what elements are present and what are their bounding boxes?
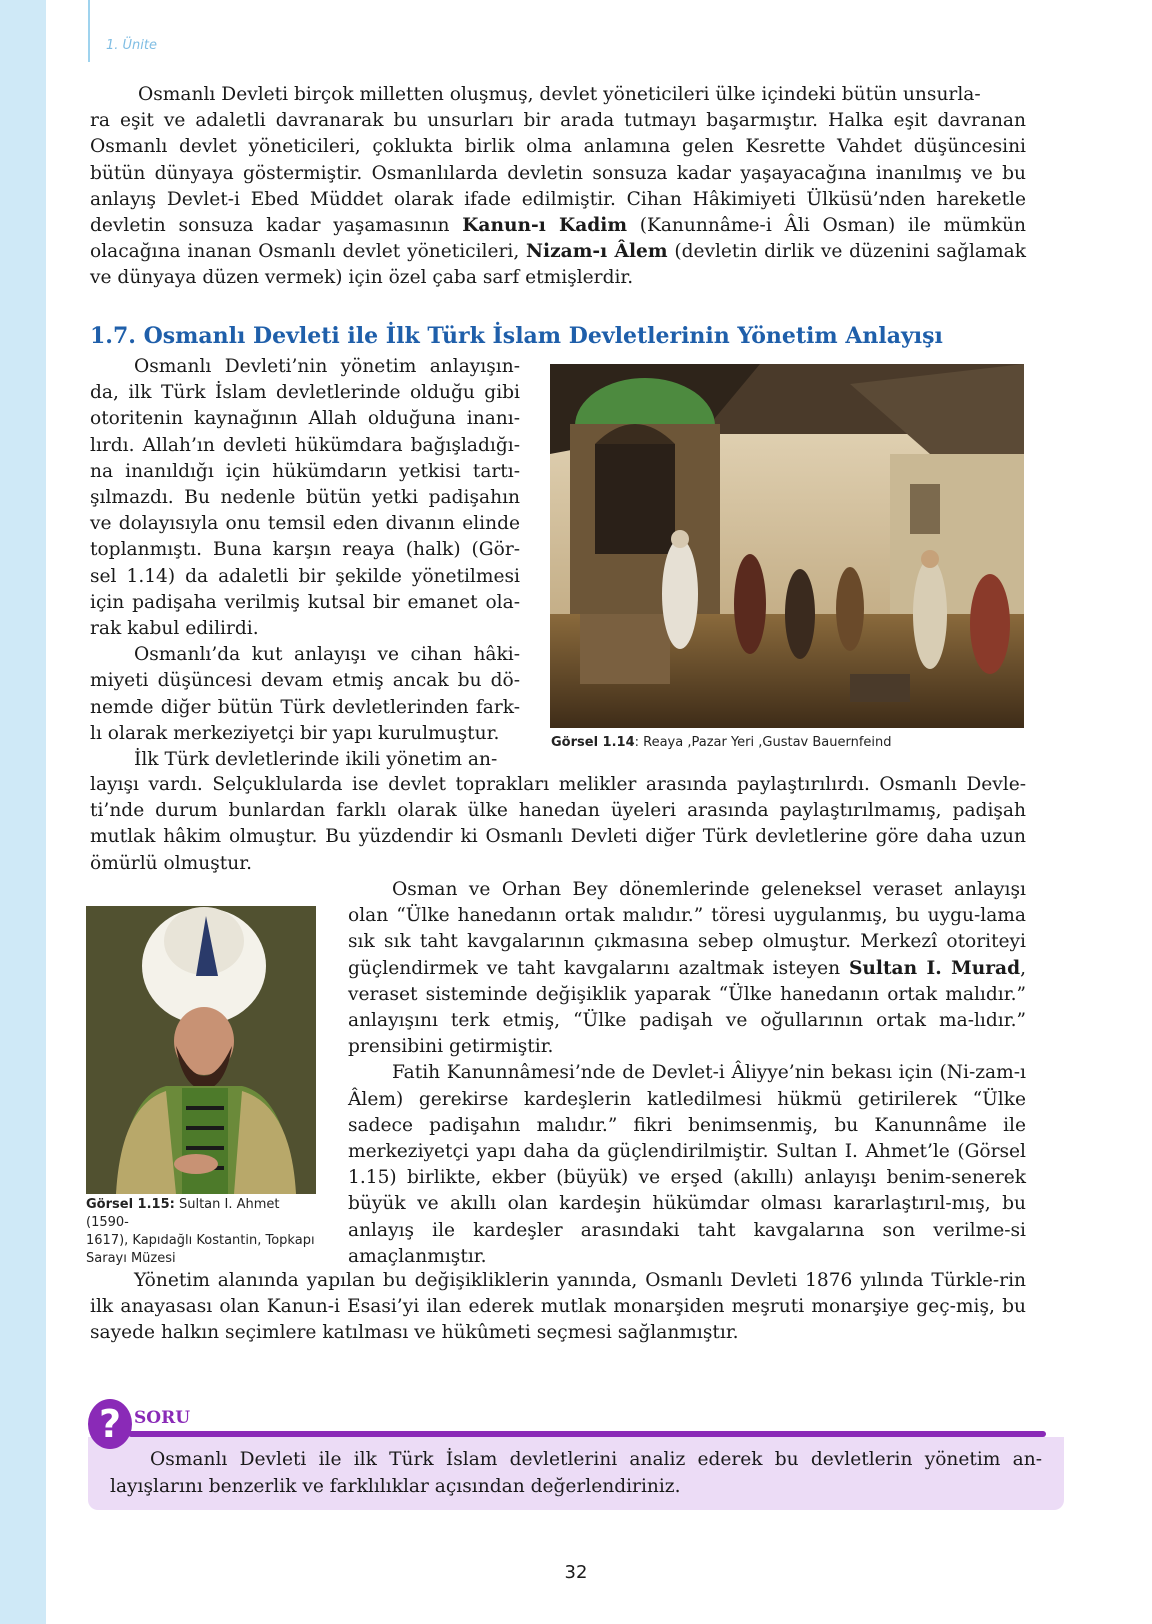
figure-2-line-3: Sarayı Müzesi [86,1251,176,1266]
nizam-i-alem-term: Nizam-ı Âlem [526,241,668,263]
sultan-ahmet-portrait-image [86,906,316,1194]
intro-text-b: (Kanunnâme-i Âli Osman) ile mümkün olacağına inanan Osmanlı devlet yöneticileri, [90,215,1026,263]
figure-2-line-1: Sultan I. Ahmet (1590- [86,1197,280,1230]
intro-text-a: ra eşit ve adaletli davranarak bu unsurları bir arada tutmayı başarmıştır. Halka eşit davranan Osmanlı devlet yöneticileri, çoklukta birlik olma anlamına gelen Kesrette Vahdet düşüncesini bütün dünyaya göstermiştir. Osmanlılarda devletin sonsuza kadar yaşayacağına inanılmış ve bu anlayış Devlet-i Ebed Müddet olarak ifade edilmiştir. Cihan Hâkimiyeti Ülküsü’nden hareketle devletin sonsuza kadar yaşamasının [90,110,1026,237]
page-margin-band [0,0,46,1624]
margin-rule [88,0,90,62]
sultan-murad-term: Sultan I. Murad [848,957,1021,979]
section-heading: 1.7. Osmanlı Devleti ile İlk Türk İslam Devletlerinin Yönetim Anlayışı [90,323,943,349]
page-number: 32 [564,1562,588,1583]
right-column-text [348,877,1026,1270]
intro-paragraph [90,82,1026,292]
paragraph-authority: Osmanlı Devleti’nin yönetim anlayışın-da, ilk Türk İslam devletlerinde olduğu gibi otoritenin kaynağının Allah olduğuna inanı-lırdı. Allah’ın devleti hükümdara bağışladığı-na inanıldığı için hükümdarın yetkisi tartı-şılmazdı. Bu nedenle bütün yetki padişahın ve dolayısıyla onu temsil eden divanın elinde toplanmıştı. Buna karşın reaya (halk) (Gör-sel 1.14) da adaletli bir şekilde yönetilmesi için padişaha verilmiş kutsal bir emanet ola-rak kabul edilirdi. [90,356,520,640]
succession-text-a: Osman ve Orhan Bey dönemlerinde geleneksel veraset anlayışı olan “Ülke hanedanın ortak malıdır.” töresi uygulanmış, bu uygu-lama sık sık taht kavgalarının çıkmasına sebep olmuştur. Merkezî otoriteyi güçlendirmek ve taht kavgalarını azaltmak isteyen [348,879,1026,979]
paragraph-succession [348,877,1026,1060]
figure-1-caption [551,734,892,752]
market-painting-image [550,364,1024,728]
intro-text-c: (devletin dirlik ve düzenini sağlamak ve dünyaya düzen vermek) için özel çaba sarf etmişlerdir. [90,241,1026,289]
question-box [88,1437,1064,1510]
unit-label: 1. Ünite [106,38,157,53]
question-text: Osmanlı Devleti ile ilk Türk İslam devletlerini analiz ederek bu devletlerin yönetim an-layışlarını benzerlik ve farklılıklar açısından değerlendiriniz. [110,1449,1042,1497]
kanun-i-kadim-term: Kanun-ı Kadim [462,215,627,237]
constitution-paragraph: Yönetim alanında yapılan bu değişikliklerin yanında, Osmanlı Devleti 1876 yılında Türkle-rin ilk anayasası olan Kanun-i Esasi’yi ilan ederek mutlak monarşiden meşruti monarşiye geç-miş, bu sayede halkın seçimlere katılması ve hükûmeti seçmesi sağlanmıştır. [90,1270,1026,1344]
dual-rule-paragraph: layışı vardı. Selçuklularda ise devlet toprakları melikler arasında paylaştırılırdı. Osmanlı Devle-ti’nde durum bunlardan farklı olarak ülke hanedan üyeleri arasında paylaştırılmamış, padişah mutlak hâkim olmuştur. Bu yüzdendir ki Osmanlı Devleti diğer Türk devletlerine göre daha uzun ömürlü olmuştur. [90,774,1026,874]
left-column-text [90,354,520,773]
figure-2-caption [86,1196,326,1268]
paragraph-fatih-kanunname: Fatih Kanunnâmesi’nde de Devlet-i Âliyye’nin bekası için (Ni-zam-ı Âlem) gerekirse kardeşlerin katledilmesi hükmü getirilerek “Ülke sadece padişahın malıdır.” fikri benimsenmiş, bu Kanunnâme ile merkeziyetçi yapı daha da güçlendirilmiştir. Sultan I. Ahmet’le (Görsel 1.15) birlikte, ekber (büyük) ve erşed (akıllı) anlayışı benim-senerek büyük ve akıllı olan kardeşin hükümdar olması kararlaştırıl-mış, bu anlayış ile kardeşler arasındaki taht kavgalarına son verilme-si amaçlanmıştır. [348,1062,1026,1267]
intro-first-line: Osmanlı Devleti birçok milletten oluşmuş, devlet yöneticileri ülke içindeki bütün unsurla- [138,84,981,105]
question-label: SORU [134,1408,191,1428]
figure-1-text: : Reaya ,Pazar Yeri ,Gustav Bauernfeind [634,735,892,750]
paragraph-dual-rule-start: İlk Türk devletlerinde ikili yönetim an- [134,749,498,771]
question-mark-icon: ? [88,1399,132,1449]
figure-1-label: Görsel 1.14 [551,735,635,750]
figure-2-label: Görsel 1.15: [86,1197,175,1212]
succession-text-b: , veraset sisteminde değişiklik yaparak “Ülke hanedanın ortak malıdır.” anlayışını terk etmiş, “Ülke padişah ve oğullarının ortak ma-lıdır.” prensibini getirmiştir. [348,957,1026,1058]
paragraph-kut: Osmanlı’da kut anlayışı ve cihan hâki-miyeti düşüncesi devam etmiş ancak bu dö-nemde diğer bütün Türk devletlerinden fark-lı olarak merkeziyetçi bir yapı kurulmuştur. [90,644,520,744]
figure-2-line-2: 1617), Kapıdağlı Kostantin, Topkapı [86,1233,315,1248]
